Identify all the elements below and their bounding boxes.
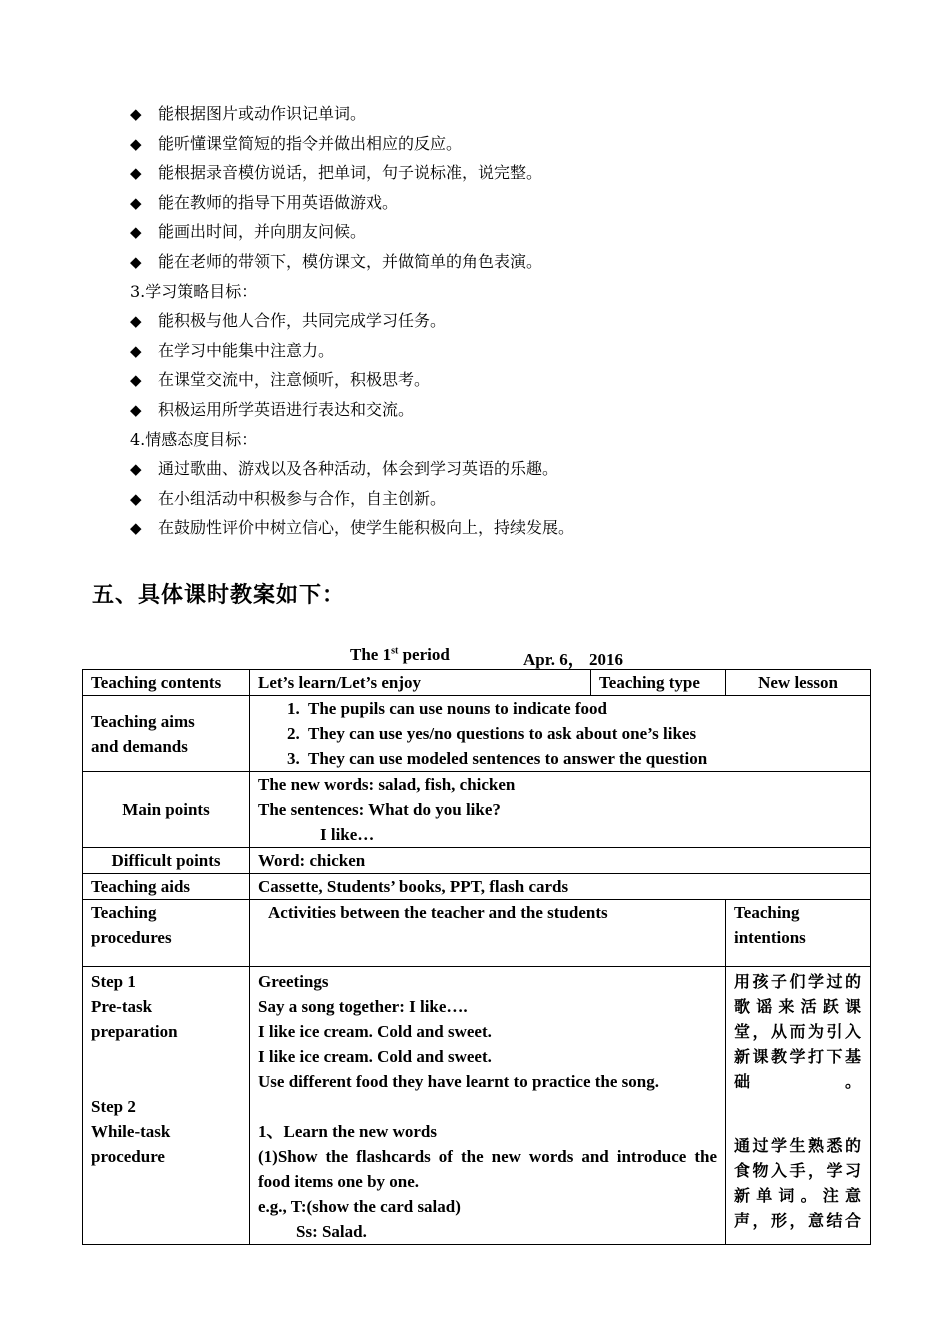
activities-cell xyxy=(250,967,726,1245)
aids-label: Teaching aids xyxy=(83,874,250,900)
intentions-cell xyxy=(726,967,871,1245)
objectives-list xyxy=(130,99,890,543)
steps-cell xyxy=(83,967,250,1245)
activity-line: I like ice cream. Cold and sweet. xyxy=(258,1047,492,1066)
aims-list xyxy=(258,696,862,771)
list-item-text: 能根据录音模仿说话，把单词，句子说标准，说完整。 xyxy=(158,163,543,183)
activity-line: (1)Show the flashcards of the new words and introduce the food items one by one. xyxy=(258,1147,717,1191)
list-item-text: 能在教师的指导下用英语做游戏。 xyxy=(158,192,399,212)
list-item-text: 通过歌曲、游戏以及各种活动，体会到学习英语的乐趣。 xyxy=(158,459,559,479)
activities-header: Activities between the teacher and the students xyxy=(250,900,726,967)
table-row xyxy=(83,900,871,967)
intentions-label xyxy=(726,900,871,967)
main-points-cell xyxy=(250,772,871,848)
table-row xyxy=(83,848,871,874)
activity-line: Ss: Salad. xyxy=(296,1222,367,1241)
period-number xyxy=(350,645,450,665)
diamond-bullet-icon: ◆ xyxy=(130,489,142,508)
diamond-bullet-icon: ◆ xyxy=(130,193,142,212)
step1-subtitle-2: preparation xyxy=(91,1022,178,1041)
diamond-bullet-icon: ◆ xyxy=(130,519,142,538)
table-row xyxy=(83,874,871,900)
list-item-text: 能在老师的带领下，模仿课文，并做简单的角色表演。 xyxy=(158,251,543,271)
aims-label xyxy=(83,696,250,772)
main-points-line: I like… xyxy=(320,825,375,844)
section-title: 五、具体课时教案如下： xyxy=(92,583,346,608)
contents-label: Teaching contents xyxy=(83,670,250,696)
step2-subtitle-2: procedure xyxy=(91,1147,165,1166)
list-item xyxy=(130,454,890,484)
activity-line: I like ice cream. Cold and sweet. xyxy=(258,1022,492,1041)
contents-value: Let’s learn/Let’s enjoy xyxy=(250,670,591,696)
aids-value: Cassette, Students’ books, PPT, flash cards xyxy=(250,874,871,900)
list-item xyxy=(130,247,890,277)
list-item xyxy=(130,99,890,129)
aims-label-line-1: Teaching aims xyxy=(91,711,195,731)
list-item-text: 能根据图片或动作识记单词。 xyxy=(158,104,367,123)
diamond-bullet-icon: ◆ xyxy=(130,134,142,153)
procedures-label-line-2: procedures xyxy=(91,928,172,947)
list-item xyxy=(130,217,890,247)
list-item xyxy=(130,188,890,218)
step2-intention: 通过学生熟悉的食物入手，学习新单词。注意声，形，意结合 xyxy=(734,1136,862,1230)
diamond-bullet-icon: ◆ xyxy=(130,371,142,390)
table-row xyxy=(83,772,871,848)
activity-line: Greetings xyxy=(258,972,329,991)
period-ordinal-suffix: st xyxy=(391,645,399,657)
diamond-bullet-icon: ◆ xyxy=(130,400,142,419)
diamond-bullet-icon: ◆ xyxy=(130,164,142,183)
list-item-text: 在学习中能集中注意力。 xyxy=(158,340,335,360)
list-item-text: 能画出时间，并向朋友问候。 xyxy=(158,222,367,242)
list-item xyxy=(130,158,890,188)
list-item xyxy=(130,513,890,543)
table-row xyxy=(83,670,871,696)
list-item-text: 在鼓励性评价中树立信心，使学生能积极向上，持续发展。 xyxy=(158,518,575,538)
main-points-label: Main points xyxy=(83,772,250,848)
list-item: 2. They can use yes/no questions to ask about one’s likes xyxy=(304,721,862,746)
list-item: 3. They can use modeled sentences to answer the question xyxy=(304,746,862,771)
intentions-label-line-2: intentions xyxy=(734,928,806,947)
diamond-bullet-icon: ◆ xyxy=(130,341,142,360)
activity-line: 1、Learn the new words xyxy=(258,1122,437,1141)
procedures-label-line-1: Teaching xyxy=(91,903,157,922)
period-suffix: period xyxy=(398,645,450,664)
list-item xyxy=(130,336,890,366)
list-item: 1. The pupils can use nouns to indicate food xyxy=(304,696,862,721)
activity-line: e.g., T:(show the card salad) xyxy=(258,1197,461,1216)
aims-cell xyxy=(250,696,871,772)
diamond-bullet-icon: ◆ xyxy=(130,252,142,271)
list-item xyxy=(130,129,890,159)
type-value: New lesson xyxy=(726,670,871,696)
main-points-line: The new words: salad, fish, chicken xyxy=(258,775,516,794)
period-heading xyxy=(82,645,870,669)
step1-intention: 用孩子们学过的歌谣来活跃课堂，从而为引入新课教学打下基础。 xyxy=(734,972,862,1091)
affective-goals-heading: 4.情感态度目标： xyxy=(130,429,258,449)
list-item-text: 在课堂交流中，注意倾听，积极思考。 xyxy=(158,370,431,390)
period-prefix: The 1 xyxy=(350,645,392,664)
aims-label-line-2: and demands xyxy=(91,736,188,756)
step2-subtitle-1: While-task xyxy=(91,1122,171,1141)
list-item xyxy=(130,484,890,514)
lesson-plan-table xyxy=(82,669,871,1245)
procedures-label xyxy=(83,900,250,967)
difficult-points-label: Difficult points xyxy=(83,848,250,874)
diamond-bullet-icon: ◆ xyxy=(130,312,142,331)
type-label: Teaching type xyxy=(591,670,726,696)
list-item xyxy=(130,365,890,395)
strategy-goals-heading: 3.学习策略目标： xyxy=(130,281,258,301)
list-item-text: 在小组活动中积极参与合作，自主创新。 xyxy=(158,488,447,508)
list-item-text: 能积极与他人合作，共同完成学习任务。 xyxy=(158,311,447,331)
list-item-text: 积极运用所学英语进行表达和交流。 xyxy=(158,399,415,419)
intentions-label-line-1: Teaching xyxy=(734,903,800,922)
diamond-bullet-icon: ◆ xyxy=(130,223,142,242)
list-item xyxy=(130,395,890,425)
table-row xyxy=(83,696,871,772)
main-points-line: The sentences: What do you like? xyxy=(258,800,501,819)
list-item-text: 能听懂课堂简短的指令并做出相应的反应。 xyxy=(158,133,463,153)
difficult-points-value: Word: chicken xyxy=(250,848,871,874)
diamond-bullet-icon: ◆ xyxy=(130,460,142,479)
step1-title: Step 1 xyxy=(91,972,136,991)
step2-title: Step 2 xyxy=(91,1097,136,1116)
table-row xyxy=(83,967,871,1245)
activity-line: Use different food they have learnt to practice the song. xyxy=(258,1072,660,1091)
list-item xyxy=(130,306,890,336)
activity-line: Say a song together: I like…. xyxy=(258,997,468,1016)
period-date: Apr. 6， 2016 xyxy=(523,650,623,669)
step1-subtitle-1: Pre-task xyxy=(91,997,153,1016)
diamond-bullet-icon: ◆ xyxy=(130,105,142,123)
